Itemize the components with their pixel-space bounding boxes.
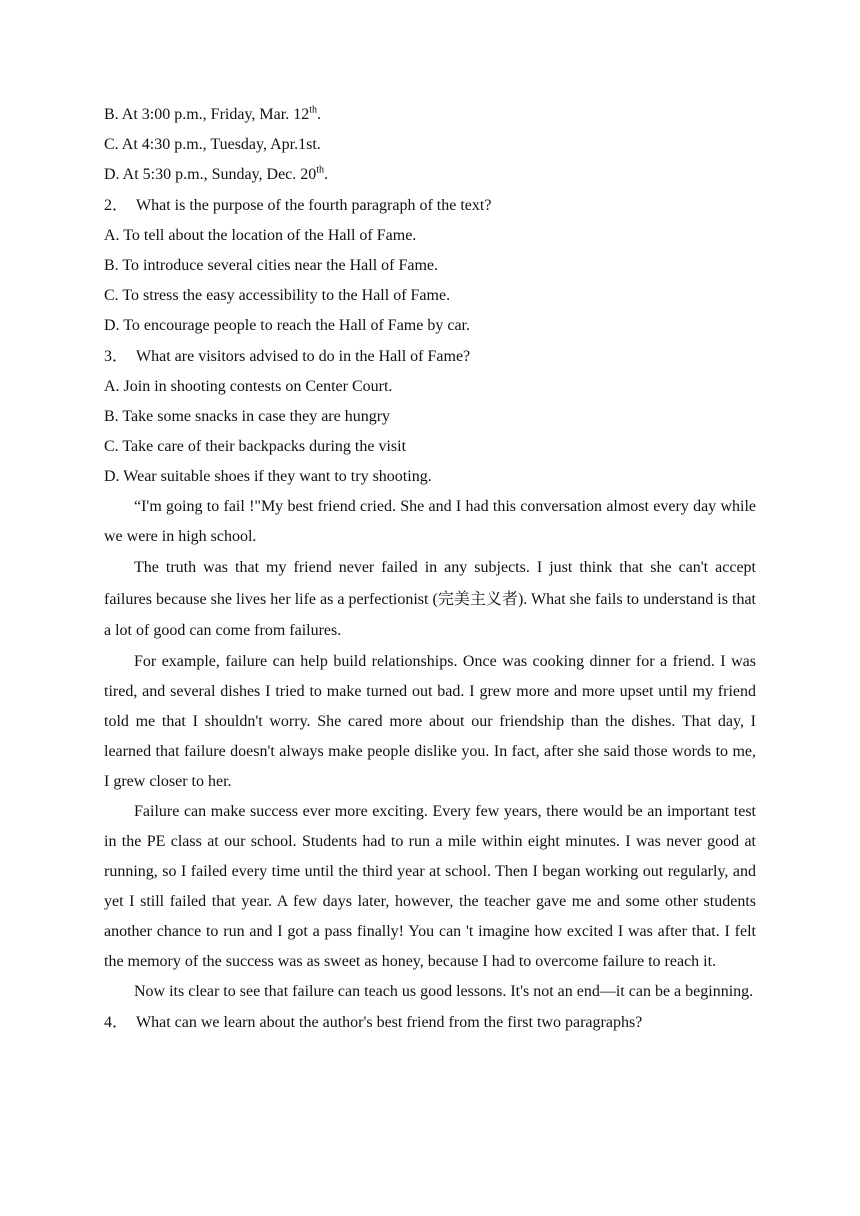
passage-paragraph-2: The truth was that my friend never failed in any subjects. I just think that she can't accept failures because she lives her life as a perfectionist (完美主义者). What she fails to understand is that a lot of good can come from failures. [104,559,756,639]
passage-paragraph-1: “I'm going to fail !"My best friend cried. She and I had this conversation almost every day while we were in high school. [104,498,756,545]
question-2 [104,190,756,221]
q2-option-c: C. To stress the easy accessibility to the Hall of Fame. [104,287,451,304]
q1-option-c [104,130,756,160]
q1-option-b-text: B. At 3:00 p.m., Friday, Mar. 12 [104,106,310,123]
question-3-stem: What are visitors advised to do in the Hall of Fame? [136,348,471,365]
q3-option-a: A. Join in shooting contests on Center Court. [104,378,393,395]
q3-option-b: B. Take some snacks in case they are hungry [104,408,391,425]
q2-option-d: D. To encourage people to reach the Hall of Fame by car. [104,317,470,334]
q2-option-b: B. To introduce several cities near the Hall of Fame. [104,257,439,274]
question-4-stem: What can we learn about the author's best friend from the first two paragraphs? [136,1013,643,1031]
q1-option-b-end: . [316,106,321,123]
question-3-number: 3． [104,348,129,365]
question-4-number: 4． [104,1013,129,1031]
passage-paragraph-5: Now its clear to see that failure can teach us good lessons. It's not an end—it can be a beginning. [134,982,754,1000]
question-3 [104,341,756,372]
q3-option-d: D. Wear suitable shoes if they want to try shooting. [104,468,432,485]
q3-option-c: C. Take care of their backpacks during the visit [104,438,407,455]
q1-option-c-text: C. At 4:30 p.m., Tuesday, Apr.1st. [104,136,321,153]
q1-option-d-sup: th [316,164,325,176]
passage-paragraph-3: For example, failure can help build relationships. Once was cooking dinner for a friend. I was tired, and several dishes I tried to make turned out bad. I grew more and more upset until my friend told me that I shouldn't worry. She cared more about our friendship than the dishes. That day, I learned that failure doesn't always make people dislike you. In fact, after she said those words to me, I grew closer to her. [104,652,756,790]
passage-paragraph-4: Failure can make success ever more exciting. Every few years, there would be an important test in the PE class at our school. Students had to run a mile within eight minutes. I was never good at running, so I failed every time until the third year at school. Then I began working out regularly, and yet I still failed that year. A few days later, however, the teacher gave me and some other students another chance to run and I got a pass finally! You can 't imagine how excited I was after that. I felt the memory of the success was as sweet as honey, because I had to overcome failure to reach it. [104,802,756,970]
q1-option-b-sup: th [309,104,317,116]
question-4 [104,1007,756,1038]
document-page [104,100,756,1038]
q1-option-d [104,160,756,190]
q1-option-d-end: . [324,166,329,183]
q1-option-d-text: D. At 5:30 p.m., Sunday, Dec. 20 [104,166,317,183]
question-2-number: 2． [104,197,129,214]
q1-option-b [104,100,756,130]
question-2-stem: What is the purpose of the fourth paragraph of the text? [136,197,492,214]
q2-option-a: A. To tell about the location of the Hall of Fame. [104,227,417,244]
